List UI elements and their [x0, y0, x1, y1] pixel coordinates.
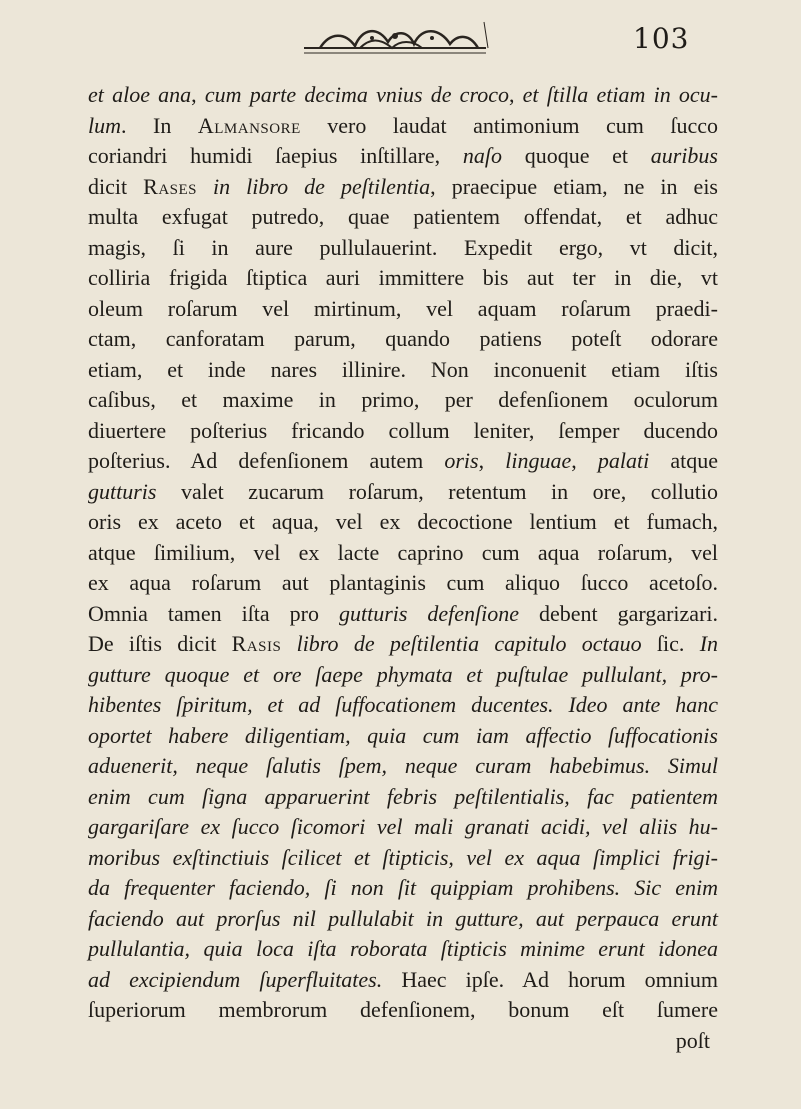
italic-segment: gutturis defenſione — [338, 600, 520, 626]
text-line — [88, 629, 718, 660]
text-line — [88, 660, 718, 691]
italic-segment: et aloe ana — [88, 82, 192, 107]
text-line — [88, 446, 718, 477]
text-line — [88, 812, 718, 843]
text-line — [88, 599, 718, 630]
italic-segment: enim cum ſigna apparuerint febris peſtilentialis, fac patientem — [88, 783, 718, 809]
italic-segment: ad excipiendum ſuperfluitates. — [88, 966, 383, 992]
italic-segment: In — [699, 631, 719, 656]
text-line — [88, 690, 718, 721]
text-segment: colliria frigida ſtiptica auri immittere bis aut ter in die, vt — [88, 265, 718, 290]
text-line — [88, 721, 718, 752]
text-line — [88, 873, 718, 904]
text-segment: atque — [649, 448, 718, 473]
italic-segment: pullulantia, quia loca iſta roborata ſtipticis minime erunt idonea — [88, 936, 718, 961]
text-line — [88, 416, 718, 447]
text-segment: Haec ipſe. Ad horum omnium — [382, 966, 718, 992]
italic-segment: cum parte decima vnius de croco — [204, 82, 509, 107]
body-text — [88, 80, 718, 1056]
italic-segment: gutturis — [88, 478, 157, 504]
text-segment: atque ſimilium, vel ex lacte caprino cum aqua roſarum, vel — [88, 539, 718, 565]
text-segment: , praecipue etiam, ne in eis — [430, 173, 718, 199]
italic-segment: gutture quoque et ore ſaepe phymata et puſtulae pullulant, pro- — [88, 661, 718, 687]
text-segment: poſterius. Ad defenſionem autem — [88, 448, 445, 473]
smallcaps-segment: Almansore — [197, 112, 301, 138]
italic-segment: naſo — [462, 143, 502, 168]
italic-segment: oris — [444, 448, 479, 473]
italic-segment: aduenerit, neque ſalutis ſpem, neque curam habebimus. Simul — [88, 753, 718, 778]
italic-segment: faciendo aut prorſus nil pullulabit in gutture, aut perpauca erunt — [88, 905, 718, 931]
text-line — [88, 141, 718, 172]
text-segment: valet zucarum roſarum, retentum in ore, collutio — [156, 478, 718, 504]
text-segment: caſibus, et maxime in primo, per defenſionem oculorum — [88, 387, 718, 412]
printer-ornament-icon — [300, 18, 490, 62]
text-line — [88, 568, 718, 599]
text-line — [88, 1026, 718, 1057]
text-line — [88, 233, 718, 264]
text-segment: etiam, et inde nares illinire. Non inconuenit etiam iſtis — [88, 356, 718, 382]
italic-segment: moribus exſtinctiuis ſcilicet et ſtipticis, vel ex aqua ſimplici frigi- — [88, 844, 718, 870]
text-segment: multa exfugat putredo, quae patientem offendat, et adhuc — [88, 204, 718, 229]
text-line — [88, 782, 718, 813]
italic-segment: palati — [597, 448, 650, 473]
italic-segment: in libro de peſtilentia — [213, 173, 431, 199]
text-segment: debent gargarizari. — [519, 600, 719, 626]
text-segment: magis, ſi in aure pullulauerint. Expedit ergo, vt dicit, — [88, 234, 718, 260]
text-segment: ctam, canforatam parum, quando patiens poteſt odorare — [88, 326, 718, 351]
text-line — [88, 80, 718, 111]
text-line — [88, 324, 718, 355]
smallcaps-segment: Rases — [143, 173, 197, 199]
text-line — [88, 934, 718, 965]
italic-segment: oportet habere diligentiam, quia cum iam affectio ſuffocationis — [88, 722, 718, 748]
text-line — [88, 507, 718, 538]
text-segment: , — [478, 448, 506, 473]
text-segment: coriandri humidi ſaepius inſtillare, — [88, 143, 463, 168]
text-segment: , — [508, 82, 523, 107]
italic-segment: et ſtilla etiam in ocu- — [522, 82, 718, 107]
text-line — [88, 751, 718, 782]
text-line — [88, 294, 718, 325]
text-segment: . In — [121, 112, 198, 138]
text-segment: poſt — [675, 1027, 710, 1053]
text-line — [88, 385, 718, 416]
text-segment: vero laudat antimonium cum ſucco — [300, 112, 718, 138]
text-segment: Omnia tamen iſta pro — [88, 600, 339, 626]
text-segment — [281, 631, 296, 656]
text-segment: ſic. — [641, 631, 700, 656]
text-segment: quoque et — [502, 143, 651, 168]
text-line — [88, 202, 718, 233]
text-segment: ex aqua roſarum aut plantaginis cum aliquo ſucco acetoſo. — [88, 570, 718, 595]
text-segment: , — [571, 448, 598, 473]
text-segment: dicit — [88, 173, 144, 199]
page-number: 103 — [633, 22, 690, 55]
text-segment: oleum roſarum vel mirtinum, vel aquam roſarum praedi- — [88, 295, 718, 321]
text-line — [88, 111, 718, 142]
smallcaps-segment: Rasis — [231, 631, 282, 656]
text-line — [88, 995, 718, 1026]
italic-segment: hibentes ſpiritum, et ad ſuffocationem ducentes. Ideo ante hanc — [88, 692, 718, 717]
text-line — [88, 538, 718, 569]
text-line — [88, 263, 718, 294]
text-line — [88, 965, 718, 996]
text-line — [88, 172, 718, 203]
text-line — [88, 904, 718, 935]
text-segment: oris ex aceto et aqua, vel ex decoctione lentium et fumach, — [88, 509, 718, 534]
text-line — [88, 355, 718, 386]
italic-segment: linguae — [505, 448, 572, 473]
text-line — [88, 477, 718, 508]
italic-segment: libro de peſtilentia capitulo octauo — [296, 631, 642, 656]
text-segment: , — [191, 82, 205, 107]
text-segment: De iſtis dicit — [88, 631, 232, 656]
italic-segment: da frequenter faciendo, ſi non ſit quippiam prohibens. Sic enim — [88, 875, 718, 900]
text-segment — [197, 174, 213, 199]
text-line — [88, 843, 718, 874]
italic-segment: gargariſare ex ſucco ſicomori vel mali granati acidi, vel aliis hu- — [88, 814, 718, 839]
text-segment: ſuperiorum membrorum defenſionem, bonum eſt ſumere — [88, 997, 718, 1022]
italic-segment: auribus — [650, 143, 718, 168]
italic-segment: lum — [88, 112, 121, 138]
text-segment: diuertere poſterius fricando collum leniter, ſemper ducendo — [88, 417, 718, 443]
